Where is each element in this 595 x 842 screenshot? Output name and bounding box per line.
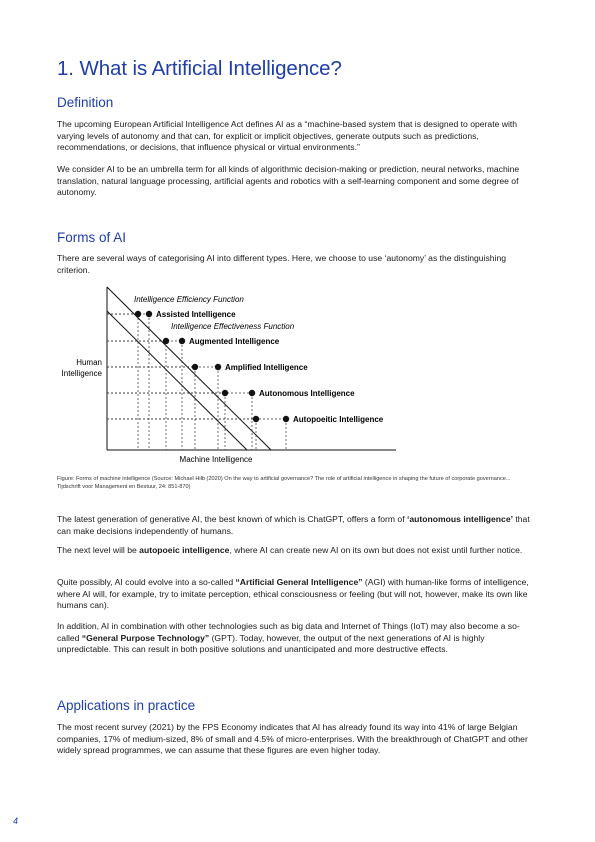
effectiveness-function-line [107,311,247,450]
latest-generation-paragraph: The latest generation of generative AI, the best known of which is ChatGPT, offers a form of ‘autonomous intelligence’ that can make decisions independently of humans. [57,514,530,536]
page-number: 4 [13,816,19,826]
level-label-autonomous: Autonomous Intelligence [259,389,355,398]
level-label-assisted: Assisted Intelligence [156,310,236,319]
definition-heading: Definition [57,95,114,110]
applications-heading: Applications in practice [57,698,196,713]
y-axis-label-line1: Human [76,358,102,367]
figure-caption: Figure: Forms of machine intelligence (Source: Michael Hilb (2020) On the way to artificial governance? The role of artificial intelligence in shaping the future of corporate governance... Tijdschrift voor Management en Bestuur, 24: 851-870) [57,476,511,490]
next-level-paragraph: The next level will be autopoeic intelligence, where AI can create new AI on its own but does not exist until further notice. [57,545,523,555]
x-axis-label: Machine Intelligence [179,455,253,464]
level-label-amplified: Amplified Intelligence [225,363,308,372]
forms-of-ai-figure [50,280,410,470]
definition-paragraph-2: We consider AI to be an umbrella term for all kinds of algorithmic decision-making or prediction, neural networks, machine translation, natural language processing, artificial agents and robotics with a self-learning component and some degree of autonomy. [57,164,520,197]
level-label-autopoeitic: Autopoeitic Intelligence [293,415,384,424]
efficiency-function-label: Intelligence Efficiency Function [134,295,244,304]
page-title: 1. What is Artificial Intelligence? [57,57,342,80]
definition-paragraph-1: The upcoming European Artificial Intelligence Act defines AI as a “machine-based system that is designed to operate with varying levels of autonomy and that can, for explicit or implicit objectives, generate outputs such as predictions, recommendations, or decisions, that influence physical or virtual environments.” [57,119,518,152]
level-label-augmented: Augmented Intelligence [189,337,280,346]
forms-intro-paragraph: There are several ways of categorising AI into different types. Here, we choose to use ‘autonomy’ as the distinguishing criterion. [57,253,507,275]
dashed-guides [107,314,286,450]
forms-heading: Forms of AI [57,230,127,245]
effectiveness-function-label: Intelligence Effectiveness Function [171,322,295,331]
y-axis-label-line2: Intelligence [61,369,102,378]
agi-paragraph: Quite possibly, AI could evolve into a so-called “Artificial General Intelligence” (AGI) with human-like forms of intelligence, where AI will, for example, try to imitate perception, ethical consciousness or feeling (but will not, however, make its own like humans can). [57,577,529,610]
gpt-paragraph: In addition, AI in combination with other technologies such as big data and Internet of Things (IoT) may also become a so-called “General Purpose Technology” (GPT). Today, however, the output of the next generations of AI is highly unpredictable. This can result in both positive solutions and unanticipated and more destructive effects. [57,621,520,654]
applications-paragraph: The most recent survey (2021) by the FPS Economy indicates that AI has already found its way into 41% of large Belgian companies, 17% of medium-sized, 8% of small and 4.5% of micro-enterprises. With the breakthrough of ChatGPT and other widely spread programmes, we can assume that these figures are even higher today. [57,722,528,755]
